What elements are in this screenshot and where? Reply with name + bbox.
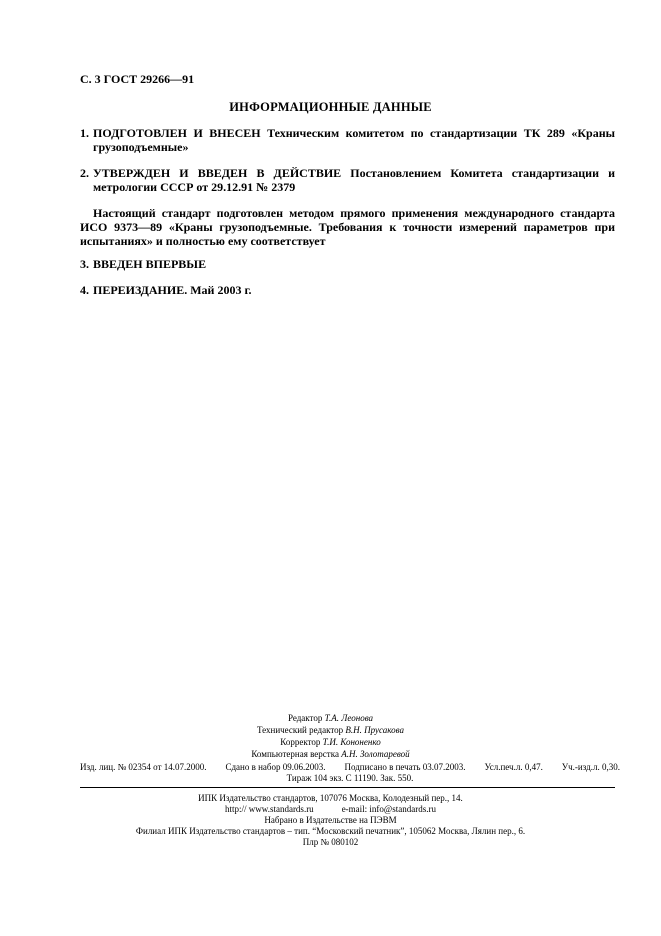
info-item-3	[80, 257, 615, 271]
print-imprint	[80, 762, 620, 784]
credit-line: Корректор Т.И. Кононенко	[280, 737, 381, 747]
item-text: ВВЕДЕН ВПЕРВЫЕ	[93, 257, 207, 271]
imprint-row	[80, 762, 620, 773]
website-link: http:// www.standards.ru	[225, 804, 314, 814]
credit-line: Технический редактор В.Н. Прусакова	[256, 725, 405, 735]
license-info: Изд. лиц. № 02354 от 14.07.2000.	[80, 762, 207, 772]
info-item-4	[80, 283, 615, 297]
publisher-address: ИПК Издательство стандартов, 107076 Москва, Колодезный пер., 14.	[198, 793, 463, 803]
item-text: УТВЕРЖДЕН И ВВЕДЕН В ДЕЙСТВИЕ Постановлением Комитета стандартизации и метрологии СССР от 29.12.91 № 2379	[93, 166, 615, 194]
run-info: Тираж 104 экз. С 11190. Зак. 550.	[286, 773, 414, 783]
typeset-note: Набрано в Издательстве на ПЭВМ	[264, 815, 397, 825]
email-link: e-mail: info@standards.ru	[341, 804, 436, 814]
publisher-info	[0, 793, 661, 848]
divider-line	[80, 787, 615, 788]
info-item-2	[80, 166, 615, 194]
item-number: 3.	[80, 257, 89, 271]
submitted-date: Сдано в набор 09.06.2003.	[225, 762, 326, 772]
item-text: ПОДГОТОВЛЕН И ВНЕСЕН Техническим комитетом по стандартизации ТК 289 «Краны грузоподъемные»	[93, 126, 615, 154]
publisher-sheets: Уч.-изд.л. 0,30.	[561, 762, 620, 772]
printer-address: Филиал ИПК Издательство стандартов – тип. “Московский печатник”, 105062 Москва, Лялин пер., 6.	[135, 826, 526, 836]
info-item-1	[80, 126, 615, 154]
printer-license: Плр № 080102	[302, 837, 359, 847]
standard-note-paragraph: Настоящий стандарт подготовлен методом прямого применения международного стандарта ИСО 9373—89 «Краны грузоподъемные. Требования к точности измерений параметров при испытаниях» и полностью ему соответствует	[80, 206, 615, 248]
credit-line: Компьютерная верстка А.Н. Золотаревой	[251, 749, 410, 759]
signed-date: Подписано в печать 03.07.2003.	[344, 762, 466, 772]
publisher-contacts	[0, 804, 661, 815]
editorial-credits	[0, 712, 661, 760]
section-title: ИНФОРМАЦИОННЫЕ ДАННЫЕ	[229, 100, 432, 114]
print-sheets: Усл.печ.л. 0,47.	[484, 762, 543, 772]
item-number: 1.	[80, 126, 89, 140]
item-text: ПЕРЕИЗДАНИЕ. Май 2003 г.	[93, 283, 252, 297]
item-number: 2.	[80, 166, 89, 180]
credit-line: Редактор Т.А. Леонова	[287, 713, 374, 723]
item-number: 4.	[80, 283, 89, 297]
page-header: С. 3 ГОСТ 29266—91	[80, 72, 195, 86]
